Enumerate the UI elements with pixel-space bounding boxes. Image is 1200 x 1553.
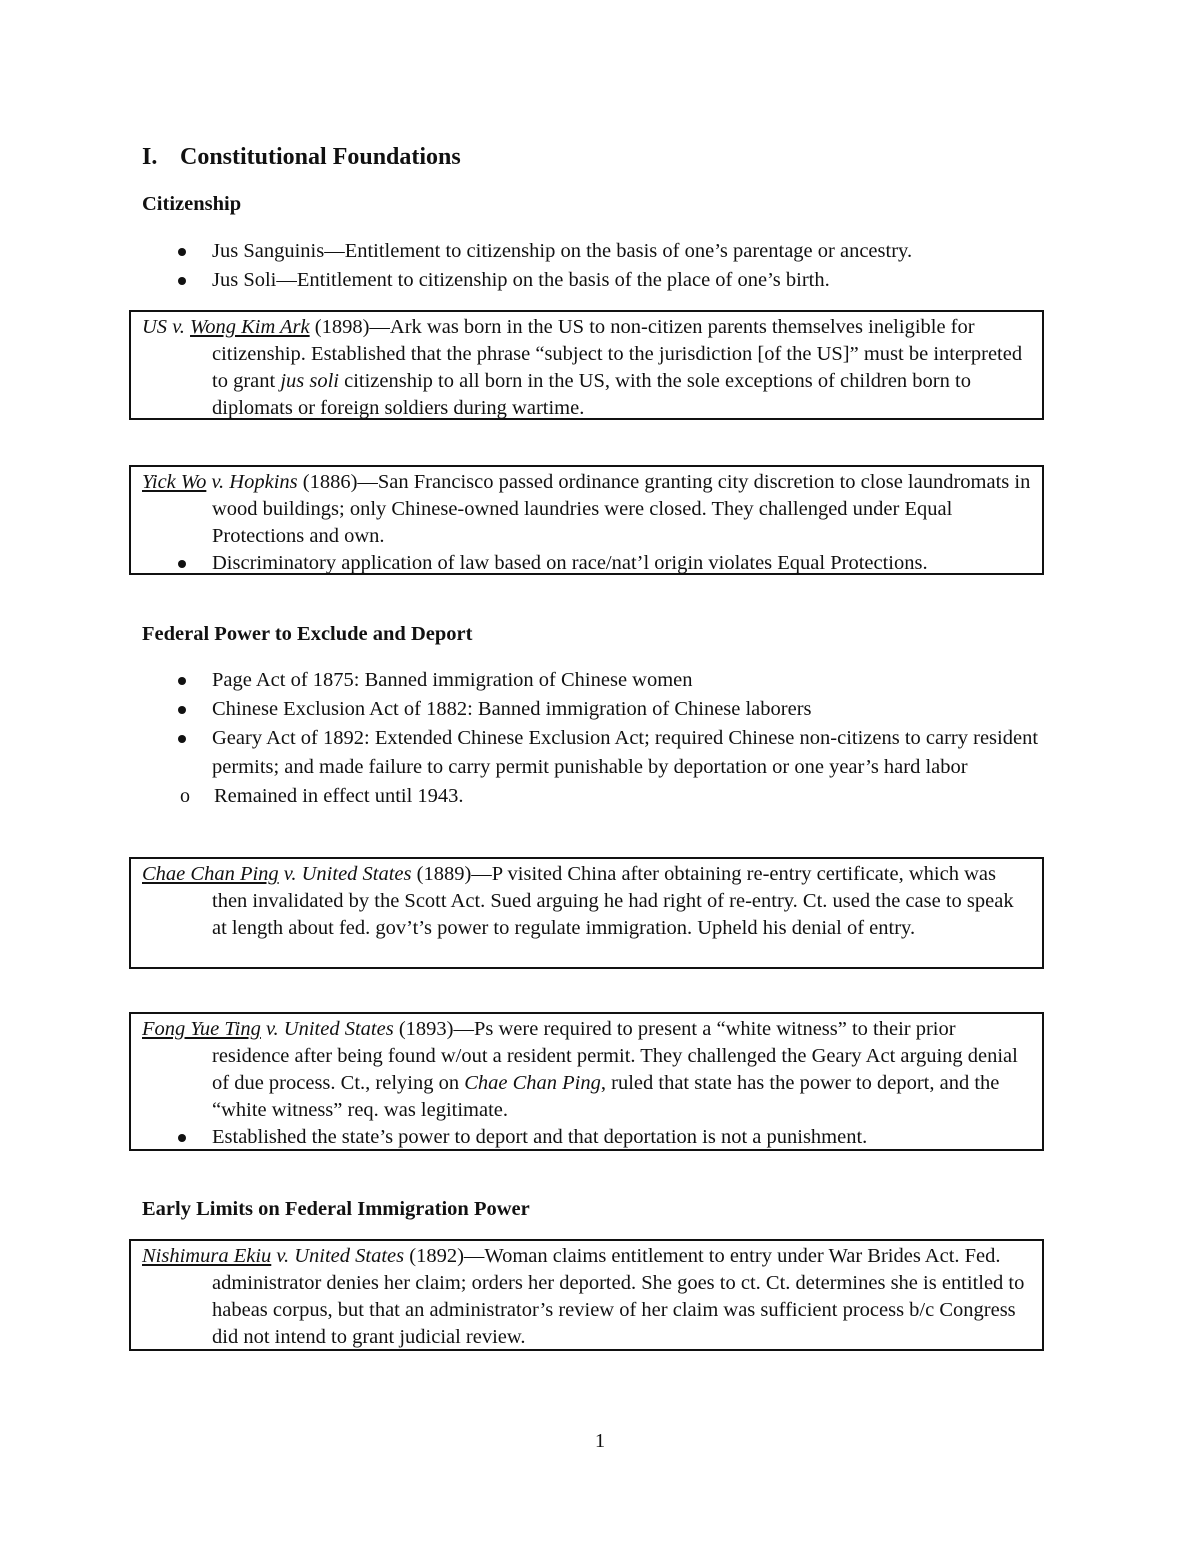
page-number: 1 (594, 1430, 606, 1452)
case-holding-list (142, 1124, 1032, 1151)
case-text (142, 1016, 1032, 1124)
case-box-chae-chan-ping (129, 857, 1044, 969)
case-box-wong-kim-ark (129, 310, 1044, 420)
case-box-fong-yue-ting (129, 1012, 1044, 1151)
case-box-yick-wo (129, 465, 1044, 575)
list-item: Jus Soli—Entitlement to citizenship on the basis of the place of one’s birth. (142, 266, 1062, 295)
case-party-b: Wong Kim Ark (190, 316, 310, 338)
sub-list (142, 782, 1062, 811)
list-item: Page Act of 1875: Banned immigration of Chinese women (142, 666, 1062, 695)
list-item: Discriminatory application of law based on race/nat’l origin violates Equal Protections. (142, 550, 1032, 577)
case-party-a: Yick Wo (142, 471, 207, 493)
case-year: (1889) (411, 863, 472, 885)
list-item: Chinese Exclusion Act of 1882: Banned immigration of Chinese laborers (142, 695, 1062, 724)
case-box-nishimura-ekiu (129, 1239, 1044, 1351)
case-summary-end: , ruled that state has the power to deport, and the “white witness” req. was legitimate. (212, 1072, 1000, 1121)
case-year: (1898) (309, 316, 370, 338)
case-text (142, 469, 1032, 550)
list-item: Jus Sanguinis—Entitlement to citizenship on the basis of one’s parentage or ancestry. (142, 237, 1062, 266)
case-summary: —San Francisco passed ordinance granting city discretion to close laundromats in wood buildings; only Chinese-owned laundries were closed. They challenged under Equal Protections and own. (212, 471, 1031, 547)
case-reference: Chae Chan Ping (464, 1072, 601, 1094)
case-party-a: Fong Yue Ting (142, 1018, 261, 1040)
case-party-b: v. Hopkins (206, 471, 298, 493)
case-year: (1886) (297, 471, 358, 493)
case-text (142, 1243, 1032, 1351)
case-party-a: Chae Chan Ping (142, 863, 279, 885)
case-summary-end: citizenship to all born in the US, with the sole exceptions of children born to diplomats or foreign soldiers during wartime. (212, 370, 971, 419)
case-party-a: US (142, 316, 168, 338)
federal-power-list (142, 666, 1062, 811)
citizenship-list (142, 237, 1062, 295)
case-summary: —P visited China after obtaining re-entry certificate, which was then invalidated by the Scott Act. Sued arguing he had right of re-entry. Ct. used the case to speak at length about fed. gov’t’s power to regulate immigration. Upheld his denial of entry. (212, 863, 1014, 939)
case-party-b: v. United States (278, 863, 412, 885)
case-text (142, 314, 1032, 422)
case-summary: —Woman claims entitlement to entry under War Brides Act. Fed. administrator denies her claim; orders her deported. She goes to ct. Ct. determines she is entitled to habeas corpus, but that an administrator’s review of her claim was sufficient process b/c Congress did not intend to grant judicial review. (212, 1245, 1025, 1348)
case-summary: —Ark was born in the US to non-citizen parents themselves ineligible for citizenship. Established that the phrase “subject to the jurisdiction [of the US]” must be interpreted to grant (212, 316, 1023, 392)
case-party-a: Nishimura Ekiu (142, 1245, 272, 1267)
case-text (142, 861, 1032, 942)
section-heading (142, 144, 461, 171)
early-limits-heading: Early Limits on Federal Immigration Power (142, 1198, 530, 1220)
case-term: jus soli (280, 370, 339, 392)
case-year: (1892) (404, 1245, 464, 1267)
sub-list-wrapper (142, 782, 1062, 811)
list-item: Established the state’s power to deport and that deportation is not a punishment. (142, 1124, 1032, 1151)
list-item: Geary Act of 1892: Extended Chinese Exclusion Act; required Chinese non-citizens to carry resident permits; and made failure to carry permit punishable by deportation or one year’s hard labor (142, 724, 1062, 782)
case-party-b: v. United States (260, 1018, 394, 1040)
citizenship-heading: Citizenship (142, 193, 242, 215)
section-number: I. (142, 144, 158, 170)
case-summary: —Ps were required to present a “white witness” to their prior residence after being found w/out a resident permit. They challenged the Geary Act arguing denial of due process. Ct., relying on (212, 1018, 1018, 1094)
section-title: Constitutional Foundations (180, 144, 461, 170)
case-party-b: v. United States (271, 1245, 405, 1267)
case-year: (1893) (393, 1018, 454, 1040)
federal-power-heading: Federal Power to Exclude and Deport (142, 623, 473, 645)
case-versus: v. (167, 316, 191, 338)
sub-list-item: o Remained in effect until 1943. (142, 782, 1062, 811)
case-holding-list (142, 550, 1032, 577)
